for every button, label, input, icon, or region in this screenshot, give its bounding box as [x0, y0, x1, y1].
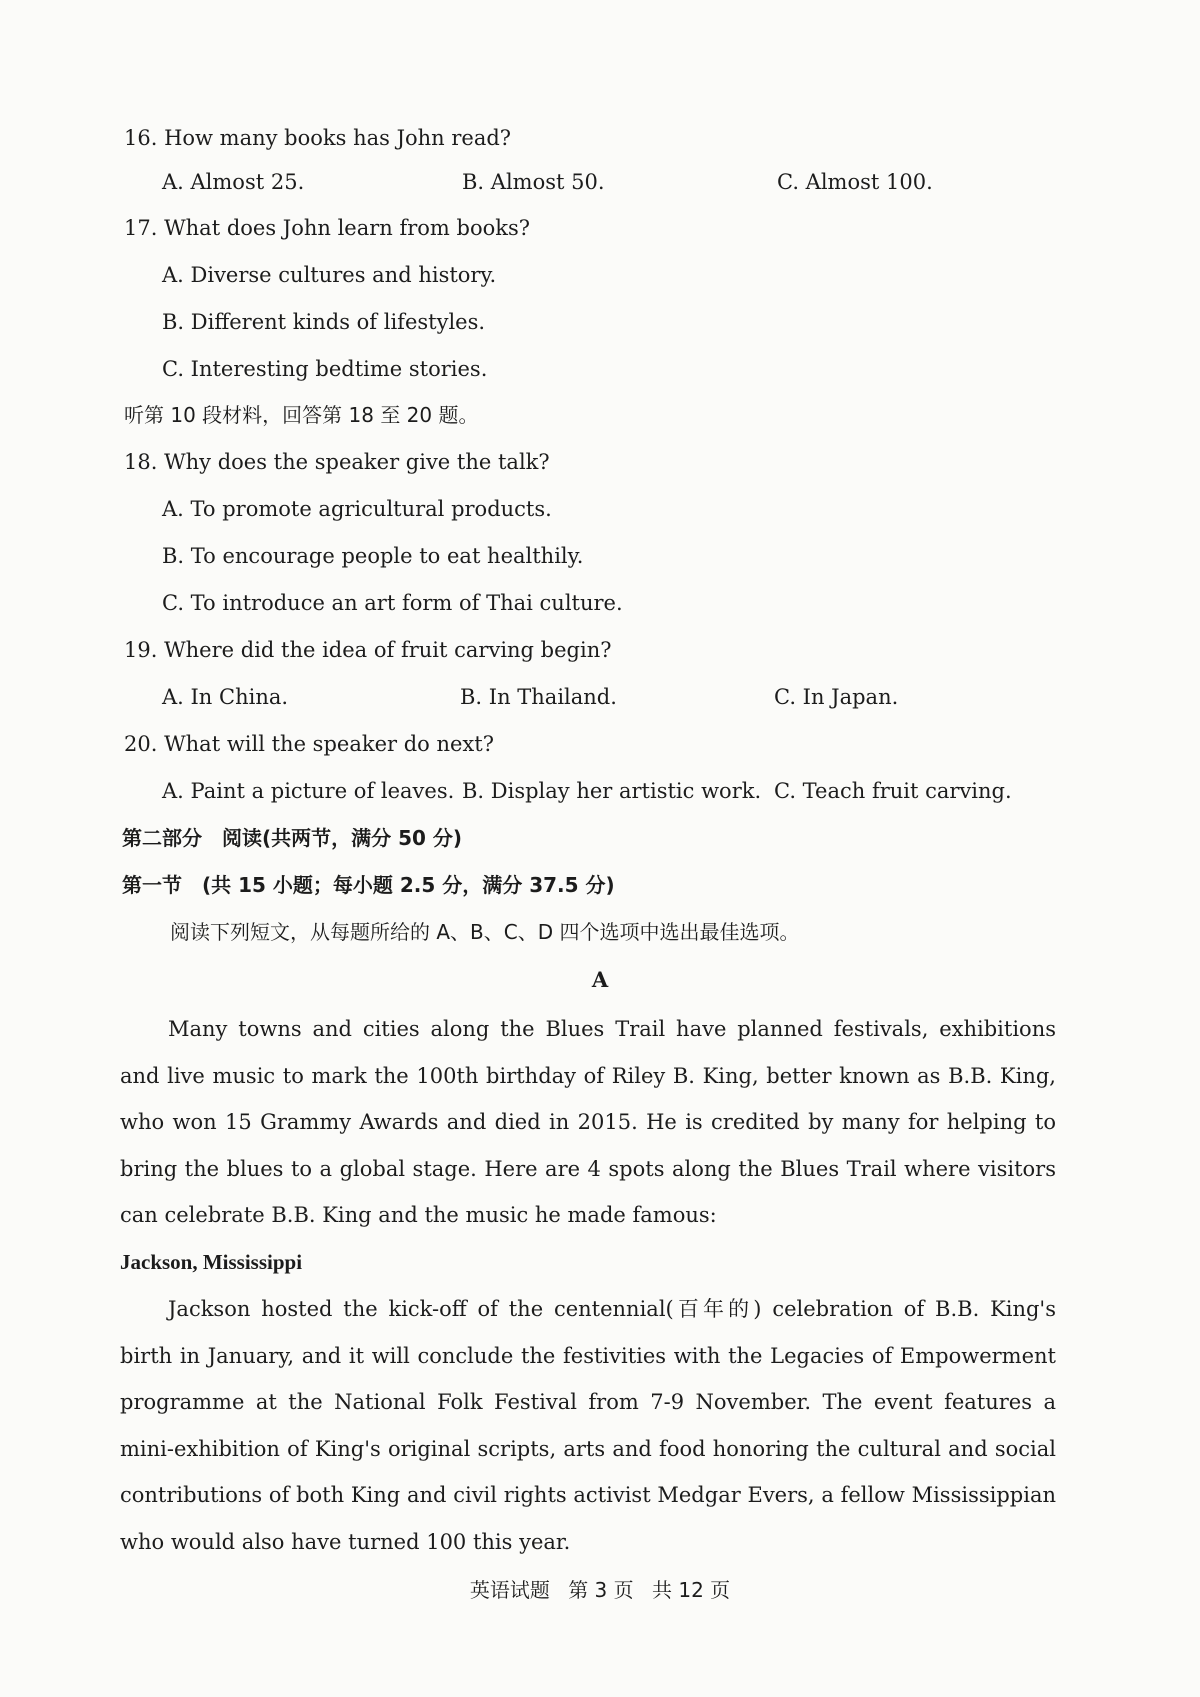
question-19: 19. Where did the idea of fruit carving begin? [124, 638, 612, 662]
listening-instruction: 听第 10 段材料，回答第 18 至 20 题。 [124, 403, 479, 427]
section-1-heading [122, 871, 1200, 899]
option-16-b: B. Almost 50. [462, 170, 605, 194]
option-18-c: C. To introduce an art form of Thai culture. [162, 591, 623, 615]
option-20-c: C. Teach fruit carving. [774, 779, 1012, 803]
footer-subject: 英语试题 [469, 1578, 550, 1602]
passage-letter: A [591, 967, 609, 992]
option-19-b: B. In Thailand. [460, 685, 617, 709]
option-16-c: C. Almost 100. [777, 170, 933, 194]
question-16: 16. How many books has John read? [124, 126, 512, 150]
part-2-heading: 第二部分 阅读(共两节，满分 50 分) [122, 826, 463, 850]
footer-total-pages: 共 12 页 [652, 1578, 731, 1602]
page-footer [0, 1574, 1200, 1603]
section-1-heading-text: 第一节 (共 15 小题；每小题 2.5 分，满分 37.5 分) [122, 873, 615, 897]
option-20-b: B. Display her artistic work. [462, 779, 762, 803]
paragraph-2-text: Jackson hosted the kick-off of the centennial(百年的) celebration of B.B. King's birth in January, and it will conclude the festivities with the Legacies of Empowerment programme at the National Folk Festival from 7-9 November. The event features a mini-exhibition of King's original scripts, arts and food honoring the cultural and social contributions of both King and civil rights activist Medgar Evers, a fellow Mississippian who would also have turned 100 this year. [120, 1297, 1056, 1554]
passage-paragraph-2 [120, 1286, 1056, 1566]
option-16-a: A. Almost 25. [162, 170, 305, 194]
section-1-instruction: 阅读下列短文，从每题所给的 A、B、C、D 四个选项中选出最佳选项。 [170, 920, 800, 944]
option-18-b: B. To encourage people to eat healthily. [162, 544, 584, 568]
paragraph-1-text: Many towns and cities along the Blues Trail have planned festivals, exhibitions and live music to mark the 100th birthday of Riley B. King, better known as B.B. King, who won 15 Grammy Awards and died in 2015. He is credited by many for helping to bring the blues to a global stage. Here are 4 spots along the Blues Trail where visitors can celebrate B.B. King and the music he made famous: [120, 1017, 1056, 1228]
option-20-a: A. Paint a picture of leaves. [162, 779, 455, 803]
option-19-a: A. In China. [162, 685, 289, 709]
subheading-jackson: Jackson, Mississippi [120, 1250, 303, 1274]
option-17-b: B. Different kinds of lifestyles. [162, 310, 486, 334]
question-18: 18. Why does the speaker give the talk? [124, 450, 550, 474]
option-17-c: C. Interesting bedtime stories. [162, 357, 488, 381]
option-19-c: C. In Japan. [774, 685, 899, 709]
option-18-a: A. To promote agricultural products. [162, 497, 552, 521]
footer-page-number: 第 3 页 [568, 1578, 634, 1602]
question-20: 20. What will the speaker do next? [124, 732, 494, 756]
question-17: 17. What does John learn from books? [124, 216, 531, 240]
passage-paragraph-1 [120, 1006, 1056, 1239]
option-17-a: A. Diverse cultures and history. [162, 263, 497, 287]
